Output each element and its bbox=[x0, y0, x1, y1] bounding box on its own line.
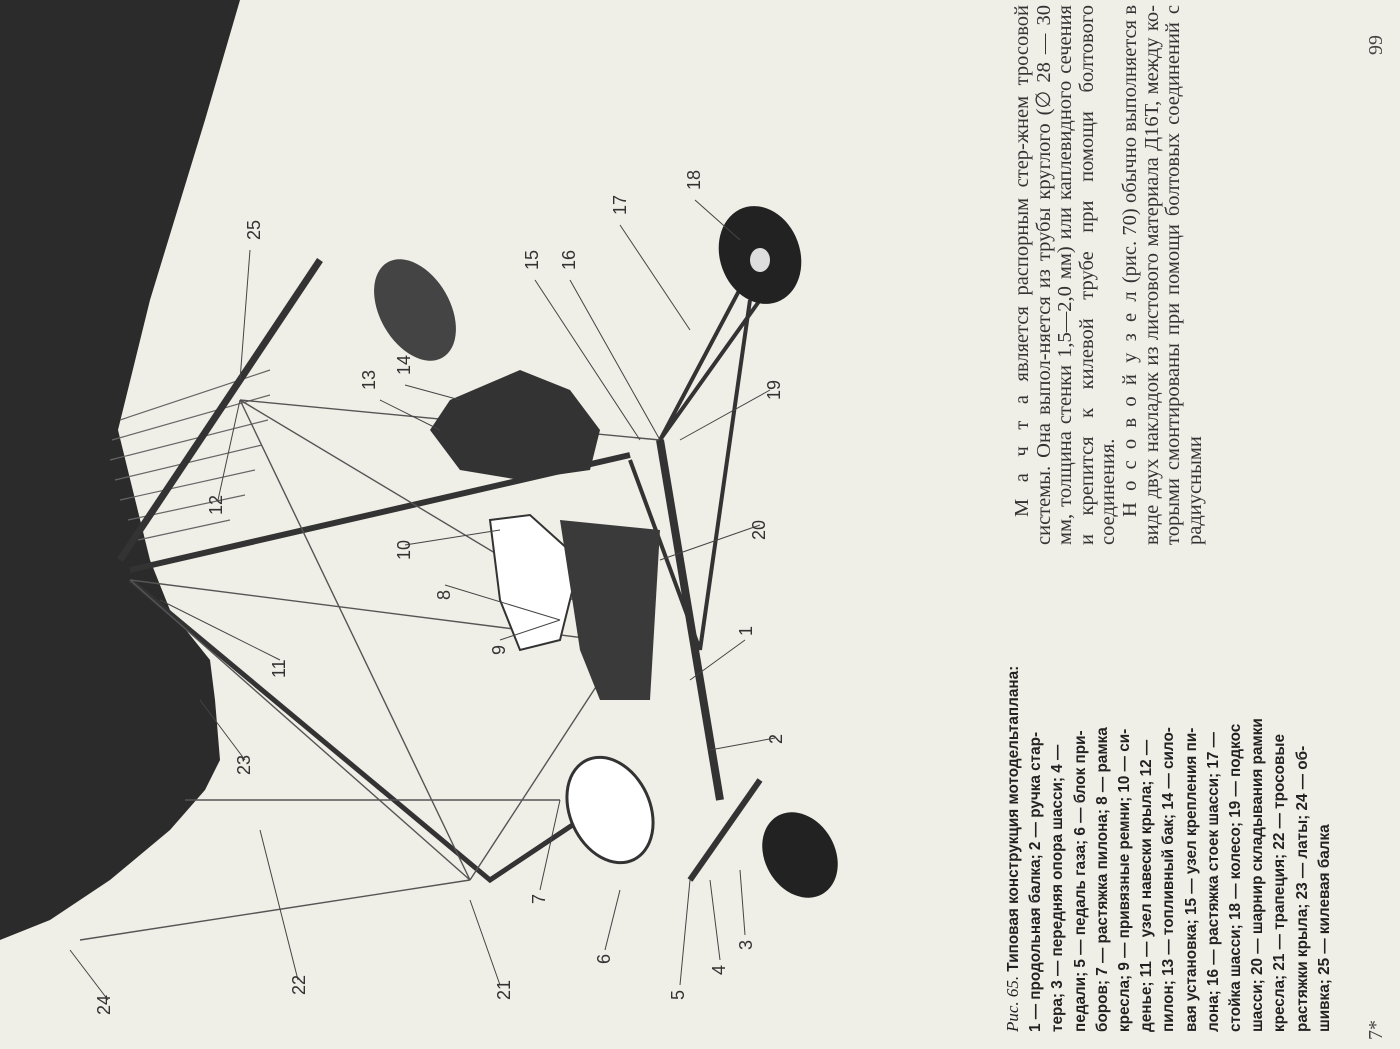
engine bbox=[430, 370, 600, 480]
caption-lead: Рис. 65. bbox=[1003, 975, 1022, 1032]
term-nose-node: Н о с о в о й у з е л bbox=[1118, 288, 1141, 517]
callout-23: 23 bbox=[234, 754, 254, 775]
callout-12: 12 bbox=[206, 494, 226, 515]
callout-10: 10 bbox=[394, 539, 414, 560]
caption-line: лона; 16 — растяжка стоек шасси; 17 — bbox=[1204, 732, 1222, 1032]
callout-4: 4 bbox=[709, 964, 729, 975]
callout-20: 20 bbox=[749, 519, 769, 540]
callout-7: 7 bbox=[529, 893, 549, 904]
callout-25: 25 bbox=[244, 219, 264, 240]
propeller bbox=[357, 245, 473, 375]
term-mast: М а ч т а bbox=[1011, 392, 1033, 517]
paragraph: М а ч т а является распорным стер-жнем тросовой системы. Она выпол-няется из трубы круглого (∅ 28 — 30 мм, толщина стенки 1,5—2,0 мм) или каплевидного сечения и крепится к килевой трубе при помощи болтового соединения. bbox=[1011, 5, 1120, 545]
caption-line: педали; 5 — педаль газа; 6 — блок при- bbox=[1071, 730, 1089, 1032]
callout-11: 11 bbox=[269, 659, 289, 678]
callout-16: 16 bbox=[559, 249, 579, 270]
callout-14: 14 bbox=[394, 354, 414, 375]
page-number: 99 bbox=[1365, 35, 1387, 55]
caption-line: растяжки крыла; 23 — латы; 24 — об- bbox=[1293, 745, 1311, 1032]
caption-line: 1 — продольная балка; 2 — ручка стар- bbox=[1027, 731, 1045, 1032]
signature-mark: 7* bbox=[1365, 1020, 1387, 1040]
caption-line: шивка; 25 — килевая балка bbox=[1315, 824, 1333, 1032]
caption-line: боров; 7 — растяжка пилона; 8 — рамка bbox=[1093, 727, 1111, 1032]
caption-line: шасси; 20 — шарнир складывания рамки bbox=[1249, 718, 1267, 1032]
callout-9: 9 bbox=[489, 644, 509, 655]
callout-17: 17 bbox=[610, 194, 630, 215]
caption-line: вая установка; 15 — узел крепления пи- bbox=[1182, 727, 1200, 1032]
callout-13: 13 bbox=[359, 369, 379, 390]
caption-line: кресла; 21 — трапеция; 22 — тросовые bbox=[1271, 734, 1289, 1032]
instrument-pod bbox=[551, 743, 670, 877]
caption-line: пилон; 13 — топливный бак; 14 — сило- bbox=[1160, 727, 1178, 1032]
callout-19: 19 bbox=[764, 379, 784, 400]
caption-line: стойка шасси; 18 — колесо; 19 — подкос bbox=[1227, 723, 1245, 1032]
wheel-front bbox=[747, 799, 853, 912]
pedal-bar bbox=[690, 780, 760, 880]
callout-24: 24 bbox=[94, 994, 114, 1015]
callout-2: 2 bbox=[766, 733, 786, 744]
caption-line: денье; 11 — узел навески крыла; 12 — bbox=[1138, 739, 1156, 1032]
wheel-hub bbox=[750, 248, 770, 272]
callout-1: 1 bbox=[736, 625, 756, 636]
seat-frame bbox=[560, 520, 660, 700]
callout-6: 6 bbox=[594, 953, 614, 964]
callout-18: 18 bbox=[684, 169, 704, 190]
body-text bbox=[1012, 5, 1206, 545]
caption-line: тера; 3 — передняя опора шасси; 4 — bbox=[1049, 744, 1067, 1032]
figure-caption bbox=[1002, 542, 1336, 1032]
callout-5: 5 bbox=[668, 989, 688, 1000]
callout-8: 8 bbox=[434, 589, 454, 600]
callout-22: 22 bbox=[289, 974, 309, 995]
callout-15: 15 bbox=[522, 249, 542, 270]
callout-3: 3 bbox=[736, 939, 756, 950]
callout-21: 21 bbox=[494, 979, 514, 1000]
caption-line: кресла; 9 — привязные ремни; 10 — си- bbox=[1116, 728, 1134, 1032]
wing-sail bbox=[0, 0, 240, 940]
paragraph: Н о с о в о й у з е л (рис. 70) обычно выполняется в виде двух накладок из листового материала Д16Т, между ко-торыми смонтированы при помощи болтовых соединений с радиусными bbox=[1118, 4, 1206, 545]
caption-line: Типовая конструкция мотодельтаплана: bbox=[1005, 665, 1022, 972]
